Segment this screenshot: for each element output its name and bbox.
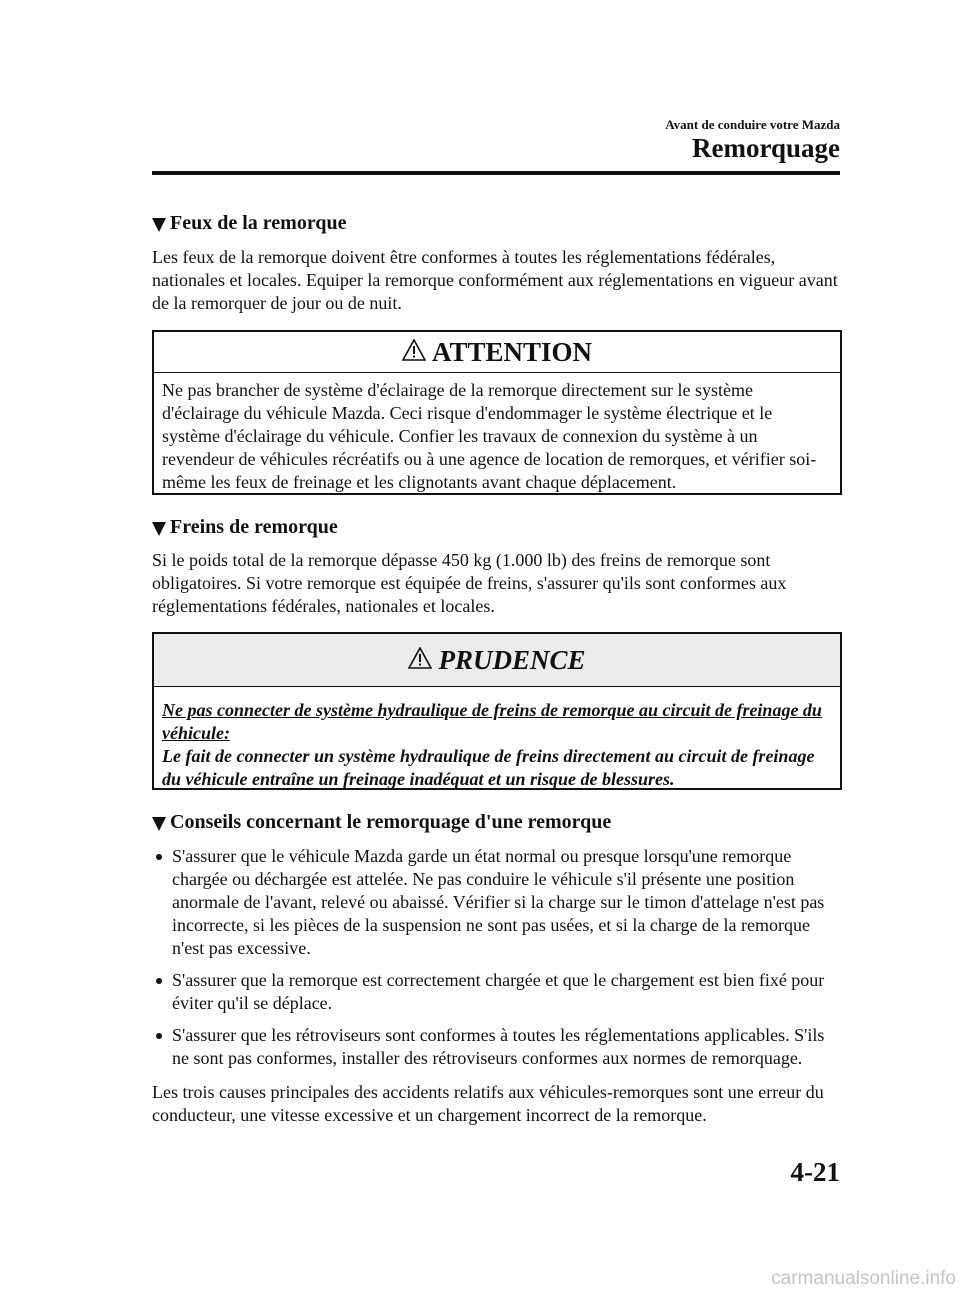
prudence-text xyxy=(154,687,840,797)
watermark: carmanualsonline.info xyxy=(771,1268,956,1289)
attention-title: ATTENTION xyxy=(431,336,593,367)
prudence-title: PRUDENCE xyxy=(438,644,586,675)
prudence-header xyxy=(154,634,840,687)
prudence-box xyxy=(152,632,842,790)
bullet-icon xyxy=(156,978,162,984)
prudence-body: Le fait de connecter un système hydraulique de freins directement au circuit de freinage du véhicule entraîne un freinage inadéquat et un risque de blessures. xyxy=(162,746,815,789)
page-number: 4-21 xyxy=(790,1157,840,1187)
towing-tips-list xyxy=(152,845,842,1079)
running-head: Avant de conduire votre Mazda xyxy=(665,117,840,132)
section-heading-trailer-brakes xyxy=(152,516,338,539)
attention-text: Ne pas brancher de système d'éclairage de la remorque directement sur le système d'éclairage du véhicule Mazda. Ceci risque d'endommager le système électrique et le système d'éclairage du véhicule. Confier les travaux de connexion du système à un revendeur de véhicules récréatifs ou à une agence de location de remorques, et vérifier soi-même les feux de freinage et les clignotants avant chaque déplacement. xyxy=(162,380,817,492)
triangle-bullet-icon xyxy=(152,522,166,536)
section-heading-label: Freins de remorque xyxy=(170,516,338,538)
list-item xyxy=(152,969,842,1015)
section-heading-towing-tips xyxy=(152,811,611,834)
section-heading-label: Conseils concernant le remorquage d'une remorque xyxy=(170,811,612,833)
towing-tips-closing-paragraph: Les trois causes principales des accidents relatifs aux véhicules-remorques sont une erreur du conducteur, une vitesse excessive et un chargement incorrect de la remorque. xyxy=(152,1082,824,1125)
list-item xyxy=(152,1024,842,1070)
list-item xyxy=(152,845,842,960)
header-divider xyxy=(152,171,840,175)
list-item-text: S'assurer que les rétroviseurs sont conformes à toutes les réglementations applicables. S'ils ne sont pas conformes, installer des rétroviseurs conformes aux normes de remorquage. xyxy=(172,1025,825,1068)
attention-header xyxy=(154,332,840,373)
section-heading-trailer-lights xyxy=(152,212,346,235)
triangle-bullet-icon xyxy=(152,817,166,831)
chapter-title: Remorquage xyxy=(692,133,840,163)
warning-triangle-icon xyxy=(402,337,426,368)
list-item-text: S'assurer que le véhicule Mazda garde un état normal ou presque lorsqu'une remorque chargée ou déchargée est attelée. Ne pas conduire le véhicule s'il présente une position anormale de l'avant, relevé ou abaissé. Vérifier si la charge sur le timon d'attelage n'est pas incorrecte, si les pièces de la suspension ne sont pas usées, et si la charge de la remorque n'est pas excessive. xyxy=(172,846,825,958)
warning-triangle-icon xyxy=(408,645,432,676)
trailer-brakes-paragraph: Si le poids total de la remorque dépasse 450 kg (1.000 lb) des freins de remorque sont obligatoires. Si votre remorque est équipée de freins, s'assurer qu'ils sont conformes aux réglementations fédérales, nationales et locales. xyxy=(152,550,787,616)
triangle-bullet-icon xyxy=(152,218,166,232)
list-item-text: S'assurer que la remorque est correctement chargée et que le chargement est bien fixé pour éviter qu'il se déplace. xyxy=(172,970,825,1013)
trailer-lights-paragraph: Les feux de la remorque doivent être conformes à toutes les réglementations fédérales, nationales et locales. Equiper la remorque conformément aux réglementations en vigueur avant de la remorquer de jour ou de nuit. xyxy=(152,247,838,313)
bullet-icon xyxy=(156,1033,162,1039)
bullet-icon xyxy=(156,854,162,860)
section-heading-label: Feux de la remorque xyxy=(170,212,347,234)
prudence-lead: Ne pas connecter de système hydraulique de freins de remorque au circuit de freinage du véhicule: xyxy=(162,700,822,743)
attention-box xyxy=(152,330,842,495)
